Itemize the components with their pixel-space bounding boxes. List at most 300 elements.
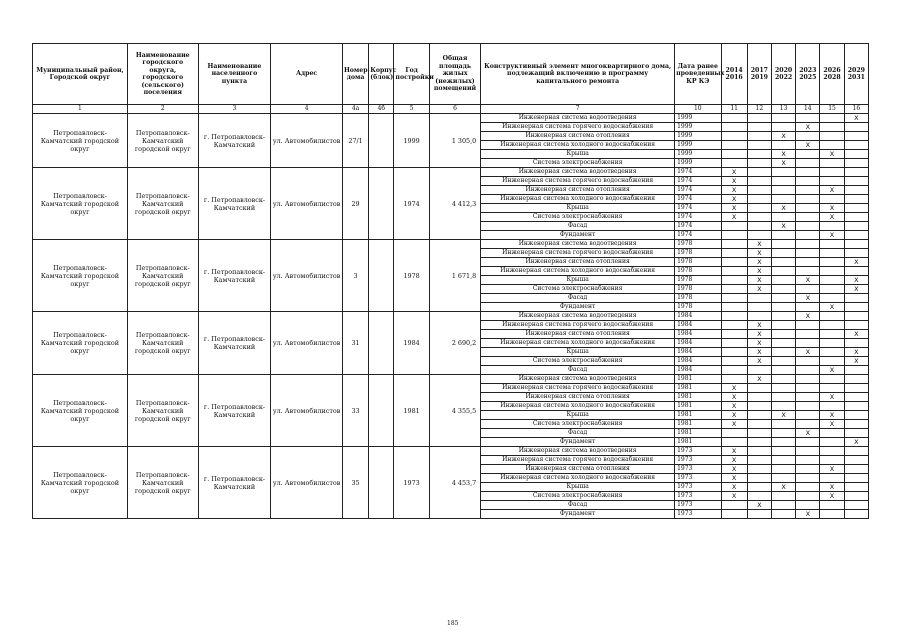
period-mark-cell — [844, 510, 868, 519]
period-mark-cell: X — [796, 276, 820, 285]
period-mark-cell — [820, 240, 844, 249]
period-mark-cell — [796, 285, 820, 294]
period-mark-cell — [796, 258, 820, 267]
period-mark-cell — [796, 213, 820, 222]
period-mark-cell — [771, 177, 795, 186]
element-cell: Фасад — [481, 501, 675, 510]
date-cell: 1984 — [675, 330, 721, 339]
period-mark-cell — [844, 411, 868, 420]
period-mark-cell — [844, 492, 868, 501]
building-cell — [369, 447, 394, 519]
element-cell: Система электроснабжения — [481, 420, 675, 429]
period-mark-cell — [844, 240, 868, 249]
year-built-cell: 1981 — [394, 375, 429, 447]
period-mark-cell — [771, 384, 795, 393]
period-mark-cell — [820, 429, 844, 438]
house-number-cell: 27/1 — [342, 114, 368, 168]
period-mark-cell — [796, 339, 820, 348]
header-period: 2017 2019 — [747, 44, 771, 105]
house-number-cell: 35 — [342, 447, 368, 519]
date-cell: 1973 — [675, 447, 721, 456]
locality-cell: г. Петропавловск-Камчатский — [198, 312, 271, 375]
period-mark-cell — [747, 474, 771, 483]
period-mark-cell: X — [721, 168, 747, 177]
address-cell: ул. Автомобилистов — [271, 114, 343, 168]
column-number: 4а — [342, 105, 368, 114]
period-mark-cell — [771, 348, 795, 357]
date-cell: 1978 — [675, 276, 721, 285]
period-mark-cell: X — [721, 195, 747, 204]
period-mark-cell — [721, 141, 747, 150]
period-mark-cell — [796, 204, 820, 213]
period-mark-cell — [796, 411, 820, 420]
period-mark-cell — [820, 384, 844, 393]
period-mark-cell — [747, 168, 771, 177]
element-cell: Крыша — [481, 348, 675, 357]
element-cell: Инженерная система водоотведения — [481, 240, 675, 249]
period-mark-cell — [844, 366, 868, 375]
period-mark-cell — [796, 438, 820, 447]
period-mark-cell — [721, 339, 747, 348]
period-mark-cell: X — [747, 258, 771, 267]
period-mark-cell — [844, 123, 868, 132]
locality-cell: г. Петропавловск-Камчатский — [198, 168, 271, 240]
period-mark-cell: X — [796, 294, 820, 303]
period-mark-cell — [796, 357, 820, 366]
period-mark-cell — [820, 267, 844, 276]
period-mark-cell — [747, 150, 771, 159]
period-mark-cell — [796, 420, 820, 429]
period-mark-cell — [796, 150, 820, 159]
table-body — [33, 114, 869, 519]
period-mark-cell — [796, 114, 820, 123]
element-cell: Инженерная система отопления — [481, 186, 675, 195]
period-mark-cell — [771, 438, 795, 447]
period-mark-cell — [771, 429, 795, 438]
year-built-cell: 1974 — [394, 168, 429, 240]
date-cell: 1984 — [675, 348, 721, 357]
period-mark-cell — [721, 294, 747, 303]
header-building: Корпус (блок) — [369, 44, 394, 105]
capital-repair-table — [32, 43, 869, 519]
period-mark-cell — [820, 321, 844, 330]
period-mark-cell — [820, 501, 844, 510]
period-mark-cell — [771, 267, 795, 276]
period-mark-cell — [771, 492, 795, 501]
element-cell: Инженерная система горячего водоснабжения — [481, 384, 675, 393]
period-mark-cell: X — [844, 276, 868, 285]
date-cell: 1981 — [675, 393, 721, 402]
date-cell: 1973 — [675, 492, 721, 501]
element-cell: Фасад — [481, 222, 675, 231]
settlement-cell: Петропавловск-Камчатский городской округ — [127, 114, 198, 168]
period-mark-cell: X — [721, 177, 747, 186]
period-mark-cell — [721, 150, 747, 159]
period-mark-cell — [820, 123, 844, 132]
period-mark-cell — [721, 321, 747, 330]
period-mark-cell: X — [721, 483, 747, 492]
period-mark-cell: X — [747, 375, 771, 384]
period-mark-cell — [796, 132, 820, 141]
column-number-row — [33, 105, 869, 114]
date-cell: 1978 — [675, 249, 721, 258]
date-cell: 1999 — [675, 150, 721, 159]
period-mark-cell — [747, 195, 771, 204]
period-mark-cell: X — [747, 321, 771, 330]
period-mark-cell: X — [721, 474, 747, 483]
date-cell: 1974 — [675, 195, 721, 204]
date-cell: 1974 — [675, 186, 721, 195]
column-number: 16 — [844, 105, 868, 114]
period-mark-cell — [721, 159, 747, 168]
period-mark-cell: X — [721, 204, 747, 213]
period-mark-cell — [796, 240, 820, 249]
municipality-cell: Петропавловск-Камчатский городской округ — [33, 375, 128, 447]
period-mark-cell — [747, 231, 771, 240]
period-mark-cell: X — [747, 501, 771, 510]
period-mark-cell — [820, 177, 844, 186]
element-cell: Инженерная система горячего водоснабжения — [481, 456, 675, 465]
table-row — [33, 312, 869, 321]
period-mark-cell — [844, 420, 868, 429]
period-mark-cell — [747, 420, 771, 429]
period-mark-cell — [820, 258, 844, 267]
period-mark-cell — [844, 150, 868, 159]
table-row — [33, 114, 869, 123]
locality-cell: г. Петропавловск-Камчатский — [198, 375, 271, 447]
period-mark-cell: X — [721, 384, 747, 393]
period-mark-cell — [796, 474, 820, 483]
period-mark-cell — [747, 141, 771, 150]
address-cell: ул. Автомобилистов — [271, 375, 343, 447]
element-cell: Инженерная система отопления — [481, 465, 675, 474]
period-mark-cell — [844, 195, 868, 204]
period-mark-cell — [771, 303, 795, 312]
period-mark-cell — [796, 267, 820, 276]
element-cell: Инженерная система холодного водоснабжения — [481, 267, 675, 276]
element-cell: Фасад — [481, 294, 675, 303]
period-mark-cell — [747, 114, 771, 123]
period-mark-cell — [796, 231, 820, 240]
date-cell: 1973 — [675, 510, 721, 519]
period-mark-cell — [747, 402, 771, 411]
period-mark-cell — [796, 501, 820, 510]
element-cell: Инженерная система водоотведения — [481, 375, 675, 384]
area-cell: 4 412,3 — [429, 168, 480, 240]
year-built-cell: 1984 — [394, 312, 429, 375]
date-cell: 1981 — [675, 402, 721, 411]
period-mark-cell — [796, 321, 820, 330]
column-number: 15 — [820, 105, 844, 114]
period-mark-cell: X — [721, 465, 747, 474]
element-cell: Крыша — [481, 150, 675, 159]
period-mark-cell: X — [747, 339, 771, 348]
settlement-cell: Петропавловск-Камчатский городской округ — [127, 375, 198, 447]
period-mark-cell: X — [820, 150, 844, 159]
period-mark-cell — [844, 231, 868, 240]
period-mark-cell: X — [844, 114, 868, 123]
area-cell: 1 671,8 — [429, 240, 480, 312]
period-mark-cell — [721, 114, 747, 123]
period-mark-cell — [721, 330, 747, 339]
period-mark-cell: X — [747, 249, 771, 258]
period-mark-cell: X — [796, 429, 820, 438]
date-cell: 1984 — [675, 321, 721, 330]
period-mark-cell — [771, 474, 795, 483]
period-mark-cell: X — [820, 393, 844, 402]
element-cell: Инженерная система водоотведения — [481, 168, 675, 177]
period-mark-cell — [721, 231, 747, 240]
period-mark-cell: X — [820, 411, 844, 420]
year-built-cell: 1973 — [394, 447, 429, 519]
element-cell: Инженерная система холодного водоснабжения — [481, 195, 675, 204]
period-mark-cell — [796, 222, 820, 231]
period-mark-cell: X — [747, 348, 771, 357]
date-cell: 1984 — [675, 312, 721, 321]
period-mark-cell — [820, 249, 844, 258]
period-mark-cell — [721, 123, 747, 132]
period-mark-cell — [844, 465, 868, 474]
period-mark-cell — [796, 249, 820, 258]
date-cell: 1978 — [675, 258, 721, 267]
element-cell: Инженерная система водоотведения — [481, 114, 675, 123]
period-mark-cell — [820, 357, 844, 366]
period-mark-cell: X — [721, 186, 747, 195]
period-mark-cell — [844, 222, 868, 231]
period-mark-cell — [820, 222, 844, 231]
period-mark-cell — [771, 366, 795, 375]
element-cell: Крыша — [481, 411, 675, 420]
period-mark-cell — [771, 375, 795, 384]
element-cell: Инженерная система отопления — [481, 330, 675, 339]
period-mark-cell — [771, 231, 795, 240]
address-cell: ул. Автомобилистов — [271, 312, 343, 375]
element-cell: Крыша — [481, 483, 675, 492]
house-number-cell: 33 — [342, 375, 368, 447]
period-mark-cell — [796, 168, 820, 177]
element-cell: Инженерная система горячего водоснабжения — [481, 123, 675, 132]
element-cell: Фундамент — [481, 438, 675, 447]
period-mark-cell: X — [771, 204, 795, 213]
municipality-cell: Петропавловск-Камчатский городской округ — [33, 168, 128, 240]
period-mark-cell — [820, 330, 844, 339]
period-mark-cell — [771, 510, 795, 519]
period-mark-cell — [820, 438, 844, 447]
table-row — [33, 447, 869, 456]
date-cell: 1978 — [675, 303, 721, 312]
period-mark-cell — [844, 249, 868, 258]
element-cell: Инженерная система горячего водоснабжения — [481, 177, 675, 186]
period-mark-cell: X — [820, 303, 844, 312]
period-mark-cell — [844, 213, 868, 222]
period-mark-cell — [721, 285, 747, 294]
period-mark-cell — [844, 393, 868, 402]
period-mark-cell — [771, 195, 795, 204]
element-cell: Фундамент — [481, 303, 675, 312]
header-year: Год постройки — [394, 44, 429, 105]
period-mark-cell — [820, 168, 844, 177]
period-mark-cell: X — [820, 465, 844, 474]
period-mark-cell — [771, 312, 795, 321]
period-mark-cell — [771, 213, 795, 222]
element-cell: Инженерная система холодного водоснабжения — [481, 339, 675, 348]
date-cell: 1974 — [675, 222, 721, 231]
period-mark-cell — [771, 249, 795, 258]
period-mark-cell — [771, 114, 795, 123]
period-mark-cell: X — [796, 141, 820, 150]
period-mark-cell: X — [771, 159, 795, 168]
period-mark-cell — [820, 375, 844, 384]
area-cell: 2 690,2 — [429, 312, 480, 375]
period-mark-cell — [721, 366, 747, 375]
element-cell: Система электроснабжения — [481, 357, 675, 366]
period-mark-cell — [721, 258, 747, 267]
period-mark-cell — [796, 402, 820, 411]
element-cell: Инженерная система горячего водоснабжения — [481, 321, 675, 330]
period-mark-cell — [771, 294, 795, 303]
building-cell — [369, 240, 394, 312]
element-cell: Инженерная система водоотведения — [481, 447, 675, 456]
house-number-cell: 3 — [342, 240, 368, 312]
header-period: 2023 2025 — [796, 44, 820, 105]
period-mark-cell — [844, 177, 868, 186]
period-mark-cell — [796, 447, 820, 456]
period-mark-cell — [747, 123, 771, 132]
locality-cell: г. Петропавловск-Камчатский — [198, 447, 271, 519]
period-mark-cell — [747, 438, 771, 447]
period-mark-cell — [796, 195, 820, 204]
period-mark-cell — [796, 186, 820, 195]
header-municipality: Муниципальный район, Городской округ — [33, 44, 128, 105]
municipality-cell: Петропавловск-Камчатский городской округ — [33, 240, 128, 312]
period-mark-cell — [820, 114, 844, 123]
period-mark-cell — [747, 492, 771, 501]
settlement-cell: Петропавловск-Камчатский городской округ — [127, 447, 198, 519]
period-mark-cell — [771, 285, 795, 294]
date-cell: 1978 — [675, 267, 721, 276]
period-mark-cell: X — [820, 231, 844, 240]
period-mark-cell — [747, 447, 771, 456]
period-mark-cell — [796, 330, 820, 339]
period-mark-cell — [747, 465, 771, 474]
period-mark-cell: X — [721, 411, 747, 420]
period-mark-cell: X — [820, 204, 844, 213]
period-mark-cell — [771, 501, 795, 510]
column-number: 5 — [394, 105, 429, 114]
period-mark-cell — [747, 303, 771, 312]
period-mark-cell — [747, 204, 771, 213]
header-settlement: Наименование городского округа, городского (сельского) поселения — [127, 44, 198, 105]
period-mark-cell — [796, 177, 820, 186]
element-cell: Фасад — [481, 366, 675, 375]
year-built-cell: 1978 — [394, 240, 429, 312]
program-table-sheet — [32, 43, 869, 519]
date-cell: 1973 — [675, 501, 721, 510]
period-mark-cell: X — [844, 348, 868, 357]
element-cell: Инженерная система отопления — [481, 393, 675, 402]
element-cell: Инженерная система водоотведения — [481, 312, 675, 321]
period-mark-cell — [844, 474, 868, 483]
period-mark-cell — [796, 159, 820, 168]
period-mark-cell — [721, 375, 747, 384]
period-mark-cell — [747, 177, 771, 186]
year-built-cell: 1999 — [394, 114, 429, 168]
date-cell: 1974 — [675, 213, 721, 222]
column-number: 4б — [369, 105, 394, 114]
period-mark-cell: X — [771, 132, 795, 141]
element-cell: Инженерная система холодного водоснабжения — [481, 402, 675, 411]
period-mark-cell — [771, 258, 795, 267]
date-cell: 1999 — [675, 141, 721, 150]
period-mark-cell — [721, 429, 747, 438]
period-mark-cell — [796, 456, 820, 465]
column-number: 2 — [127, 105, 198, 114]
period-mark-cell — [747, 294, 771, 303]
period-mark-cell: X — [820, 186, 844, 195]
period-mark-cell — [771, 186, 795, 195]
period-mark-cell — [820, 294, 844, 303]
date-cell: 1981 — [675, 429, 721, 438]
date-cell: 1984 — [675, 366, 721, 375]
period-mark-cell — [747, 456, 771, 465]
period-mark-cell: X — [721, 213, 747, 222]
period-mark-cell — [721, 438, 747, 447]
period-mark-cell: X — [844, 357, 868, 366]
period-mark-cell: X — [820, 492, 844, 501]
period-mark-cell — [721, 510, 747, 519]
period-mark-cell: X — [747, 276, 771, 285]
period-mark-cell — [721, 357, 747, 366]
house-number-cell: 31 — [342, 312, 368, 375]
date-cell: 1981 — [675, 375, 721, 384]
period-mark-cell — [721, 348, 747, 357]
header-period: 2026 2028 — [820, 44, 844, 105]
period-mark-cell — [747, 159, 771, 168]
period-mark-cell — [747, 213, 771, 222]
period-mark-cell — [771, 402, 795, 411]
period-mark-cell — [844, 294, 868, 303]
column-number: 1 — [33, 105, 128, 114]
period-mark-cell — [844, 321, 868, 330]
column-number: 12 — [747, 105, 771, 114]
period-mark-cell — [771, 465, 795, 474]
building-cell — [369, 375, 394, 447]
period-mark-cell — [771, 240, 795, 249]
period-mark-cell — [771, 168, 795, 177]
period-mark-cell — [844, 501, 868, 510]
header-date: Дата ранее проведенных КР КЭ — [675, 44, 721, 105]
period-mark-cell — [820, 474, 844, 483]
period-mark-cell — [844, 141, 868, 150]
period-mark-cell — [844, 429, 868, 438]
period-mark-cell: X — [771, 411, 795, 420]
period-mark-cell: X — [820, 213, 844, 222]
header-row — [33, 44, 869, 105]
date-cell: 1974 — [675, 168, 721, 177]
column-number: 4 — [271, 105, 343, 114]
period-mark-cell — [747, 483, 771, 492]
column-number: 10 — [675, 105, 721, 114]
period-mark-cell — [844, 168, 868, 177]
period-mark-cell — [820, 447, 844, 456]
area-cell: 4 355,5 — [429, 375, 480, 447]
period-mark-cell — [721, 276, 747, 285]
period-mark-cell — [721, 240, 747, 249]
date-cell: 1981 — [675, 411, 721, 420]
period-mark-cell — [820, 159, 844, 168]
period-mark-cell — [844, 267, 868, 276]
period-mark-cell: X — [721, 420, 747, 429]
